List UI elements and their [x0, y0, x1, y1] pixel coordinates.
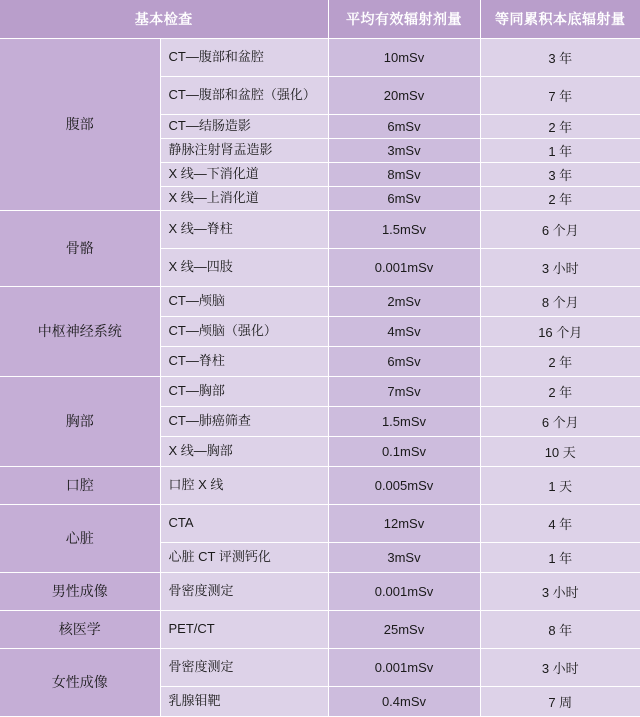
- category-cell: 男性成像: [0, 573, 160, 611]
- category-cell: 腹部: [0, 39, 160, 211]
- table-row: [0, 505, 640, 543]
- dose-cell: 6mSv: [328, 347, 480, 377]
- equivalent-background-cell: 1 年: [480, 139, 640, 163]
- dose-cell: 8mSv: [328, 163, 480, 187]
- table-header: [0, 0, 640, 39]
- exam-name-cell: X 线—脊柱: [160, 211, 328, 249]
- table-row: [0, 287, 640, 317]
- exam-name-cell: X 线—下消化道: [160, 163, 328, 187]
- dose-cell: 20mSv: [328, 77, 480, 115]
- dose-cell: 0.005mSv: [328, 467, 480, 505]
- dose-cell: 7mSv: [328, 377, 480, 407]
- header-equivalent-background: 等同累积本底辐射量: [480, 0, 640, 39]
- dose-cell: 0.001mSv: [328, 573, 480, 611]
- table-row: [0, 649, 640, 687]
- table-row: [0, 39, 640, 77]
- exam-name-cell: X 线—上消化道: [160, 187, 328, 211]
- header-average-dose: 平均有效辐射剂量: [328, 0, 480, 39]
- equivalent-background-cell: 2 年: [480, 347, 640, 377]
- exam-name-cell: 骨密度测定: [160, 573, 328, 611]
- exam-name-cell: CT—胸部: [160, 377, 328, 407]
- exam-name-cell: 口腔 X 线: [160, 467, 328, 505]
- exam-name-cell: 乳腺钼靶: [160, 687, 328, 717]
- header-basic-exam: 基本检查: [0, 0, 328, 39]
- exam-name-cell: CT—颅脑: [160, 287, 328, 317]
- equivalent-background-cell: 10 天: [480, 437, 640, 467]
- dose-cell: 10mSv: [328, 39, 480, 77]
- exam-name-cell: CT—结肠造影: [160, 115, 328, 139]
- exam-name-cell: PET/CT: [160, 611, 328, 649]
- equivalent-background-cell: 6 个月: [480, 407, 640, 437]
- equivalent-background-cell: 4 年: [480, 505, 640, 543]
- dose-cell: 25mSv: [328, 611, 480, 649]
- equivalent-background-cell: 8 个月: [480, 287, 640, 317]
- dose-cell: 0.4mSv: [328, 687, 480, 717]
- table-row: [0, 573, 640, 611]
- equivalent-background-cell: 3 年: [480, 39, 640, 77]
- dose-cell: 3mSv: [328, 543, 480, 573]
- category-cell: 口腔: [0, 467, 160, 505]
- equivalent-background-cell: 3 小时: [480, 573, 640, 611]
- exam-name-cell: CT—肺癌筛查: [160, 407, 328, 437]
- dose-cell: 0.001mSv: [328, 649, 480, 687]
- category-cell: 胸部: [0, 377, 160, 467]
- dose-cell: 6mSv: [328, 187, 480, 211]
- dose-cell: 0.1mSv: [328, 437, 480, 467]
- equivalent-background-cell: 2 年: [480, 115, 640, 139]
- equivalent-background-cell: 2 年: [480, 377, 640, 407]
- exam-name-cell: X 线—胸部: [160, 437, 328, 467]
- table-body: [0, 39, 640, 717]
- dose-cell: 1.5mSv: [328, 211, 480, 249]
- equivalent-background-cell: 8 年: [480, 611, 640, 649]
- equivalent-background-cell: 6 个月: [480, 211, 640, 249]
- dose-cell: 4mSv: [328, 317, 480, 347]
- equivalent-background-cell: 2 年: [480, 187, 640, 211]
- category-cell: 核医学: [0, 611, 160, 649]
- table-header-row: [0, 0, 640, 39]
- dose-cell: 1.5mSv: [328, 407, 480, 437]
- table-row: [0, 611, 640, 649]
- dose-cell: 2mSv: [328, 287, 480, 317]
- exam-name-cell: 心脏 CT 评测钙化: [160, 543, 328, 573]
- equivalent-background-cell: 7 周: [480, 687, 640, 717]
- table-row: [0, 377, 640, 407]
- equivalent-background-cell: 3 小时: [480, 249, 640, 287]
- category-cell: 中枢神经系统: [0, 287, 160, 377]
- table-row: [0, 211, 640, 249]
- exam-name-cell: 静脉注射肾盂造影: [160, 139, 328, 163]
- exam-name-cell: CT—腹部和盆腔: [160, 39, 328, 77]
- equivalent-background-cell: 3 年: [480, 163, 640, 187]
- category-cell: 女性成像: [0, 649, 160, 717]
- dose-cell: 0.001mSv: [328, 249, 480, 287]
- exam-name-cell: CT—腹部和盆腔（强化）: [160, 77, 328, 115]
- exam-name-cell: CT—脊柱: [160, 347, 328, 377]
- equivalent-background-cell: 1 年: [480, 543, 640, 573]
- exam-name-cell: CT—颅脑（强化）: [160, 317, 328, 347]
- equivalent-background-cell: 3 小时: [480, 649, 640, 687]
- category-cell: 心脏: [0, 505, 160, 573]
- table-row: [0, 467, 640, 505]
- equivalent-background-cell: 1 天: [480, 467, 640, 505]
- exam-name-cell: CTA: [160, 505, 328, 543]
- exam-name-cell: X 线—四肢: [160, 249, 328, 287]
- exam-name-cell: 骨密度测定: [160, 649, 328, 687]
- dose-cell: 3mSv: [328, 139, 480, 163]
- equivalent-background-cell: 7 年: [480, 77, 640, 115]
- dose-cell: 12mSv: [328, 505, 480, 543]
- dose-cell: 6mSv: [328, 115, 480, 139]
- equivalent-background-cell: 16 个月: [480, 317, 640, 347]
- category-cell: 骨骼: [0, 211, 160, 287]
